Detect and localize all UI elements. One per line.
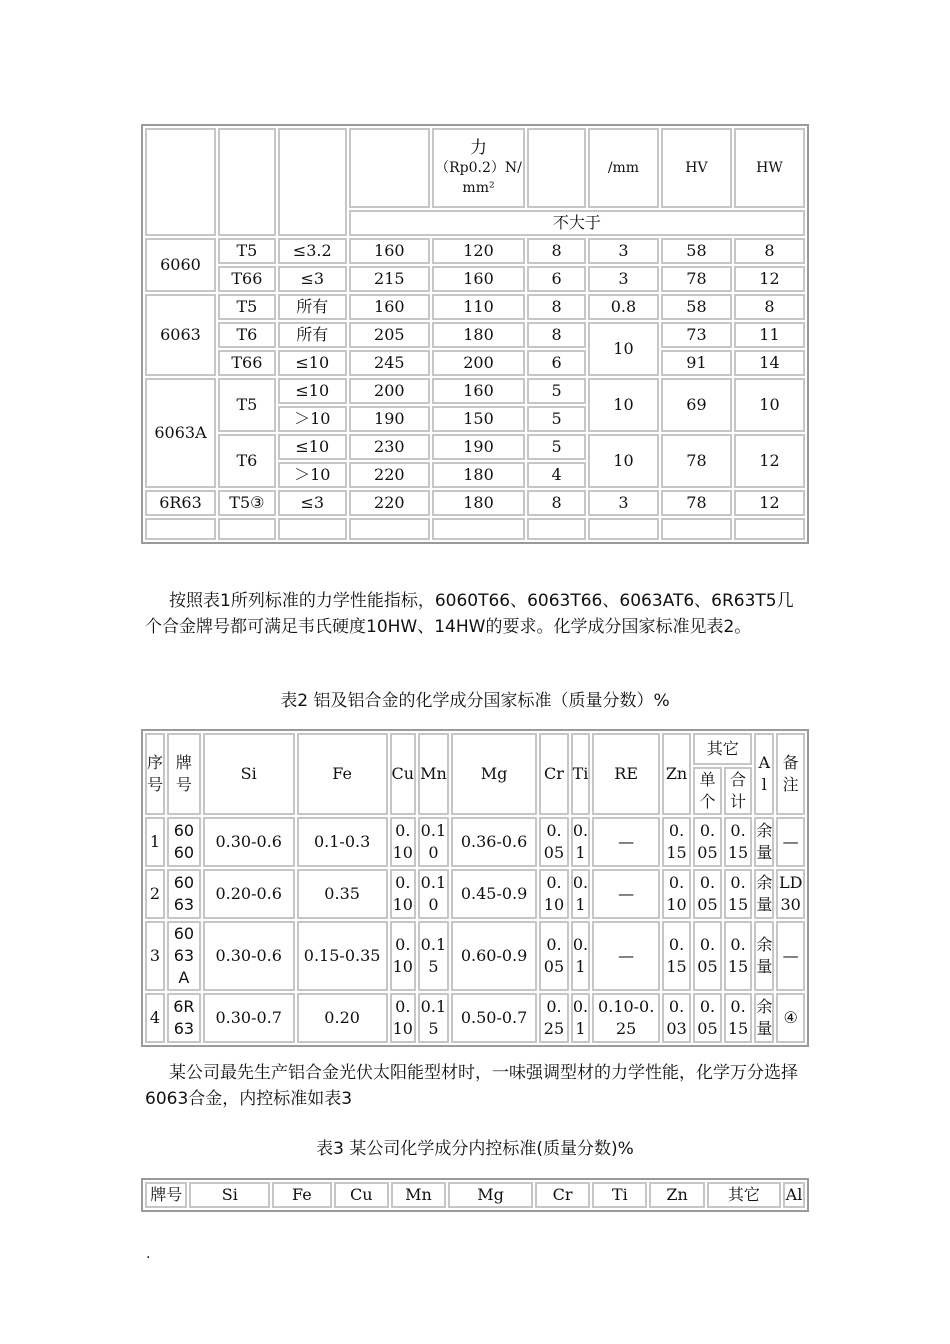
t1-hv: 78 — [661, 266, 732, 292]
t1-empty — [349, 518, 430, 540]
t1-rp: 150 — [432, 406, 525, 432]
t1-hv: 78 — [661, 490, 732, 516]
paragraph-1 — [145, 588, 810, 640]
table1 — [141, 124, 809, 544]
t2-h-cu: Cu — [390, 733, 417, 815]
t2-h-other: 其它 — [693, 733, 752, 765]
t2-cell-al: 余量 — [754, 869, 774, 919]
t1-alloy: 6063 — [145, 294, 216, 376]
t1-rp: 160 — [432, 378, 525, 404]
t2-cell-no: 1 — [145, 817, 165, 867]
t1-hw: 8 — [734, 294, 805, 320]
t2-cell-al: 余量 — [754, 993, 774, 1043]
t2-h-cr: Cr — [539, 733, 568, 815]
t2-h-total: 合计 — [724, 767, 753, 815]
t2-cell-cr: 0.10 — [539, 869, 568, 919]
t1-h-hv: HV — [661, 128, 732, 208]
t2-cell-cu: 0.10 — [390, 869, 417, 919]
t1-thick: 所有 — [278, 322, 347, 348]
t1-hw: 8 — [734, 238, 805, 264]
t2-cell-fe: 0.1-0.3 — [297, 817, 388, 867]
t3-h-6: Cr — [535, 1182, 590, 1208]
t2-h-ti: Ti — [571, 733, 591, 815]
t1-a: 8 — [527, 238, 586, 264]
t2-cell-single: 0.05 — [693, 993, 722, 1043]
t2-h-al: Al — [754, 733, 774, 815]
t2-cell-note: — — [776, 817, 805, 867]
t2-cell-fe: 0.15-0.35 — [297, 921, 388, 991]
t1-a: 8 — [527, 490, 586, 516]
t1-hw: 12 — [734, 266, 805, 292]
t2-cell-fe: 0.20 — [297, 993, 388, 1043]
t1-rm: 220 — [349, 462, 430, 488]
t3-h-0: 牌号 — [145, 1182, 187, 1208]
t1-h-empty4 — [349, 128, 430, 208]
t1-a: 4 — [527, 462, 586, 488]
t1-hv: 58 — [661, 294, 732, 320]
t2-cell-grade: 6R63 — [167, 993, 201, 1043]
t1-alloy: 6063A — [145, 378, 216, 488]
t1-rp: 200 — [432, 350, 525, 376]
t1-h-mm: /mm — [588, 128, 659, 208]
t2-cell-mg: 0.36-0.6 — [451, 817, 538, 867]
t2-cell-si: 0.30-0.6 — [203, 921, 295, 991]
t2-h-zn: Zn — [662, 733, 691, 815]
t2-cell-mn: 0.15 — [418, 993, 449, 1043]
t2-h-si: Si — [203, 733, 295, 815]
table3 — [141, 1178, 809, 1212]
t1-a: 8 — [527, 322, 586, 348]
t1-empty — [432, 518, 525, 540]
t1-rp: 120 — [432, 238, 525, 264]
t3-h-9: 其它 — [707, 1182, 781, 1208]
t1-a: 8 — [527, 294, 586, 320]
t1-hw: 12 — [734, 490, 805, 516]
t1-rm: 245 — [349, 350, 430, 376]
t2-cell-zn: 0.03 — [662, 993, 691, 1043]
t1-hv: 78 — [661, 434, 732, 488]
caption-table2: 表2 铝及铝合金的化学成分国家标准（质量分数）% — [280, 691, 670, 711]
t2-h-re: RE — [592, 733, 659, 815]
t1-alloy: 6060 — [145, 238, 216, 292]
t1-empty — [734, 518, 805, 540]
t2-cell-ti: 0.1 — [571, 993, 591, 1043]
t1-temper: T6 — [218, 322, 276, 348]
t2-row — [145, 817, 805, 867]
t1-hw: 11 — [734, 322, 805, 348]
t2-cell-re: 0.10-0.25 — [592, 993, 659, 1043]
t2-cell-cu: 0.10 — [390, 921, 417, 991]
t1-rp: 180 — [432, 490, 525, 516]
t1-rm: 160 — [349, 294, 430, 320]
t2-cell-mn: 0.15 — [418, 921, 449, 991]
t2-cell-note: LD30 — [776, 869, 805, 919]
t2-cell-re: — — [592, 921, 659, 991]
footer-mark: . — [146, 1246, 151, 1262]
t3-h-8: Zn — [649, 1182, 704, 1208]
t1-empty — [527, 518, 586, 540]
t1-d: 0.8 — [588, 294, 659, 320]
t2-cell-mg: 0.60-0.9 — [451, 921, 538, 991]
t1-d: 3 — [588, 490, 659, 516]
t2-h-note: 备注 — [776, 733, 805, 815]
t2-row — [145, 869, 805, 919]
t1-hv: 69 — [661, 378, 732, 432]
t1-h-empty6 — [527, 128, 586, 208]
t2-cell-single: 0.05 — [693, 921, 722, 991]
t1-temper: T66 — [218, 350, 276, 376]
t1-h-rp-line2: （Rp0.2）N/ — [435, 160, 522, 176]
t1-rp: 180 — [432, 462, 525, 488]
t3-h-2: Fe — [272, 1182, 331, 1208]
t1-empty — [145, 518, 216, 540]
t2-cell-al: 余量 — [754, 817, 774, 867]
t1-a: 5 — [527, 406, 586, 432]
t2-h-no: 序号 — [145, 733, 165, 815]
paragraph-1-text: 按照表1所列标准的力学性能指标，6060T66、6063T66、6063AT6、6R63T5几个合金牌号都可满足韦氏硬度10HW、14HW的要求。化学成分国家标准见表2。 — [145, 591, 794, 637]
t1-d: 3 — [588, 238, 659, 264]
paragraph-2 — [145, 1060, 810, 1112]
t2-cell-mg: 0.50-0.7 — [451, 993, 538, 1043]
t2-h-mg: Mg — [451, 733, 538, 815]
paragraph-2-text: 某公司最先生产铝合金光伏太阳能型材时，一味强调型材的力学性能，化学万分选择6063合金，内控标准如表3 — [145, 1063, 798, 1109]
t2-cell-single: 0.05 — [693, 869, 722, 919]
t1-alloy: 6R63 — [145, 490, 216, 516]
t2-cell-total: 0.15 — [724, 921, 753, 991]
t1-temper: T5 — [218, 238, 276, 264]
t1-h-empty1 — [145, 128, 216, 236]
t2-cell-si: 0.30-0.6 — [203, 817, 295, 867]
t2-cell-single: 0.05 — [693, 817, 722, 867]
t1-empty — [588, 518, 659, 540]
t2-h-mn: Mn — [418, 733, 449, 815]
t1-d: 10 — [588, 322, 659, 376]
t1-temper: T5 — [218, 378, 276, 432]
t1-a: 6 — [527, 266, 586, 292]
t1-rm: 190 — [349, 406, 430, 432]
t2-cell-zn: 0.15 — [662, 817, 691, 867]
t1-rp: 110 — [432, 294, 525, 320]
t2-h-single: 单个 — [693, 767, 722, 815]
t1-thick: ＞10 — [278, 462, 347, 488]
t2-cell-cu: 0.10 — [390, 817, 417, 867]
t1-temper: T6 — [218, 434, 276, 488]
t1-hv: 73 — [661, 322, 732, 348]
t2-cell-grade: 6063 — [167, 869, 201, 919]
t2-cell-si: 0.30-0.7 — [203, 993, 295, 1043]
t1-thick: ≤3 — [278, 266, 347, 292]
t1-temper: T5③ — [218, 490, 276, 516]
t1-rp: 180 — [432, 322, 525, 348]
t1-rm: 230 — [349, 434, 430, 460]
t2-cell-no: 4 — [145, 993, 165, 1043]
t2-cell-re: — — [592, 817, 659, 867]
t1-a: 6 — [527, 350, 586, 376]
t1-h-rp-line1: 力 — [470, 138, 487, 158]
t1-thick: 所有 — [278, 294, 347, 320]
t1-thick: ≤3 — [278, 490, 347, 516]
t1-hv: 91 — [661, 350, 732, 376]
t1-thick: ≤10 — [278, 434, 347, 460]
t2-row — [145, 993, 805, 1043]
t3-h-7: Ti — [592, 1182, 647, 1208]
t3-h-1: Si — [189, 1182, 270, 1208]
t1-h-empty3 — [278, 128, 347, 236]
t2-cell-total: 0.15 — [724, 993, 753, 1043]
t1-hw: 10 — [734, 378, 805, 432]
t2-cell-zn: 0.15 — [662, 921, 691, 991]
t2-cell-ti: 0.1 — [571, 921, 591, 991]
t1-hv: 58 — [661, 238, 732, 264]
t1-rp: 160 — [432, 266, 525, 292]
t1-d: 10 — [588, 378, 659, 432]
t2-body — [145, 817, 805, 1043]
t2-cell-note: ④ — [776, 993, 805, 1043]
t3-h-10: Al — [783, 1182, 805, 1208]
t1-h-notmore: 不大于 — [349, 210, 805, 236]
t2-cell-grade: 6060 — [167, 817, 201, 867]
t2-cell-cr: 0.25 — [539, 993, 568, 1043]
t1-temper: T66 — [218, 266, 276, 292]
t2-cell-no: 2 — [145, 869, 165, 919]
t1-thick: ≤3.2 — [278, 238, 347, 264]
t1-d: 3 — [588, 266, 659, 292]
t2-cell-total: 0.15 — [724, 869, 753, 919]
t1-rm: 215 — [349, 266, 430, 292]
t2-cell-si: 0.20-0.6 — [203, 869, 295, 919]
t1-rp: 190 — [432, 434, 525, 460]
t3-h-3: Cu — [334, 1182, 389, 1208]
t2-cell-ti: 0.1 — [571, 869, 591, 919]
t2-cell-re: — — [592, 869, 659, 919]
t2-cell-total: 0.15 — [724, 817, 753, 867]
t2-h-fe: Fe — [297, 733, 388, 815]
t1-h-rp — [432, 128, 525, 208]
t1-h-rp-line3: mm² — [462, 180, 495, 196]
t1-h-empty2 — [218, 128, 276, 236]
t1-h-hw: HW — [734, 128, 805, 208]
t2-cell-grade: 6063A — [167, 921, 201, 991]
t2-cell-ti: 0.1 — [571, 817, 591, 867]
t2-cell-cr: 0.05 — [539, 921, 568, 991]
t2-cell-cu: 0.10 — [390, 993, 417, 1043]
t1-hw: 14 — [734, 350, 805, 376]
t3-h-5: Mg — [448, 1182, 533, 1208]
caption-table3: 表3 某公司化学成分内控标准(质量分数)% — [316, 1139, 634, 1159]
t1-empty — [661, 518, 732, 540]
t1-rm: 160 — [349, 238, 430, 264]
t2-cell-mg: 0.45-0.9 — [451, 869, 538, 919]
t2-cell-cr: 0.05 — [539, 817, 568, 867]
t2-cell-zn: 0.10 — [662, 869, 691, 919]
t3-h-4: Mn — [391, 1182, 446, 1208]
t2-cell-al: 余量 — [754, 921, 774, 991]
t2-cell-mn: 0.10 — [418, 817, 449, 867]
t1-rm: 200 — [349, 378, 430, 404]
t2-cell-fe: 0.35 — [297, 869, 388, 919]
t2-cell-note: — — [776, 921, 805, 991]
t1-a: 5 — [527, 434, 586, 460]
t1-thick: ≤10 — [278, 378, 347, 404]
t1-empty — [218, 518, 276, 540]
t1-hw: 12 — [734, 434, 805, 488]
t1-a: 5 — [527, 378, 586, 404]
t2-h-grade: 牌号 — [167, 733, 201, 815]
t1-rm: 220 — [349, 490, 430, 516]
t1-thick: ≤10 — [278, 350, 347, 376]
t1-empty — [278, 518, 347, 540]
t2-cell-mn: 0.10 — [418, 869, 449, 919]
t1-temper: T5 — [218, 294, 276, 320]
t1-rm: 205 — [349, 322, 430, 348]
t1-thick: ＞10 — [278, 406, 347, 432]
t2-cell-no: 3 — [145, 921, 165, 991]
table2 — [141, 729, 809, 1047]
t3-header-row — [145, 1182, 805, 1208]
t2-row — [145, 921, 805, 991]
t1-d: 10 — [588, 434, 659, 488]
